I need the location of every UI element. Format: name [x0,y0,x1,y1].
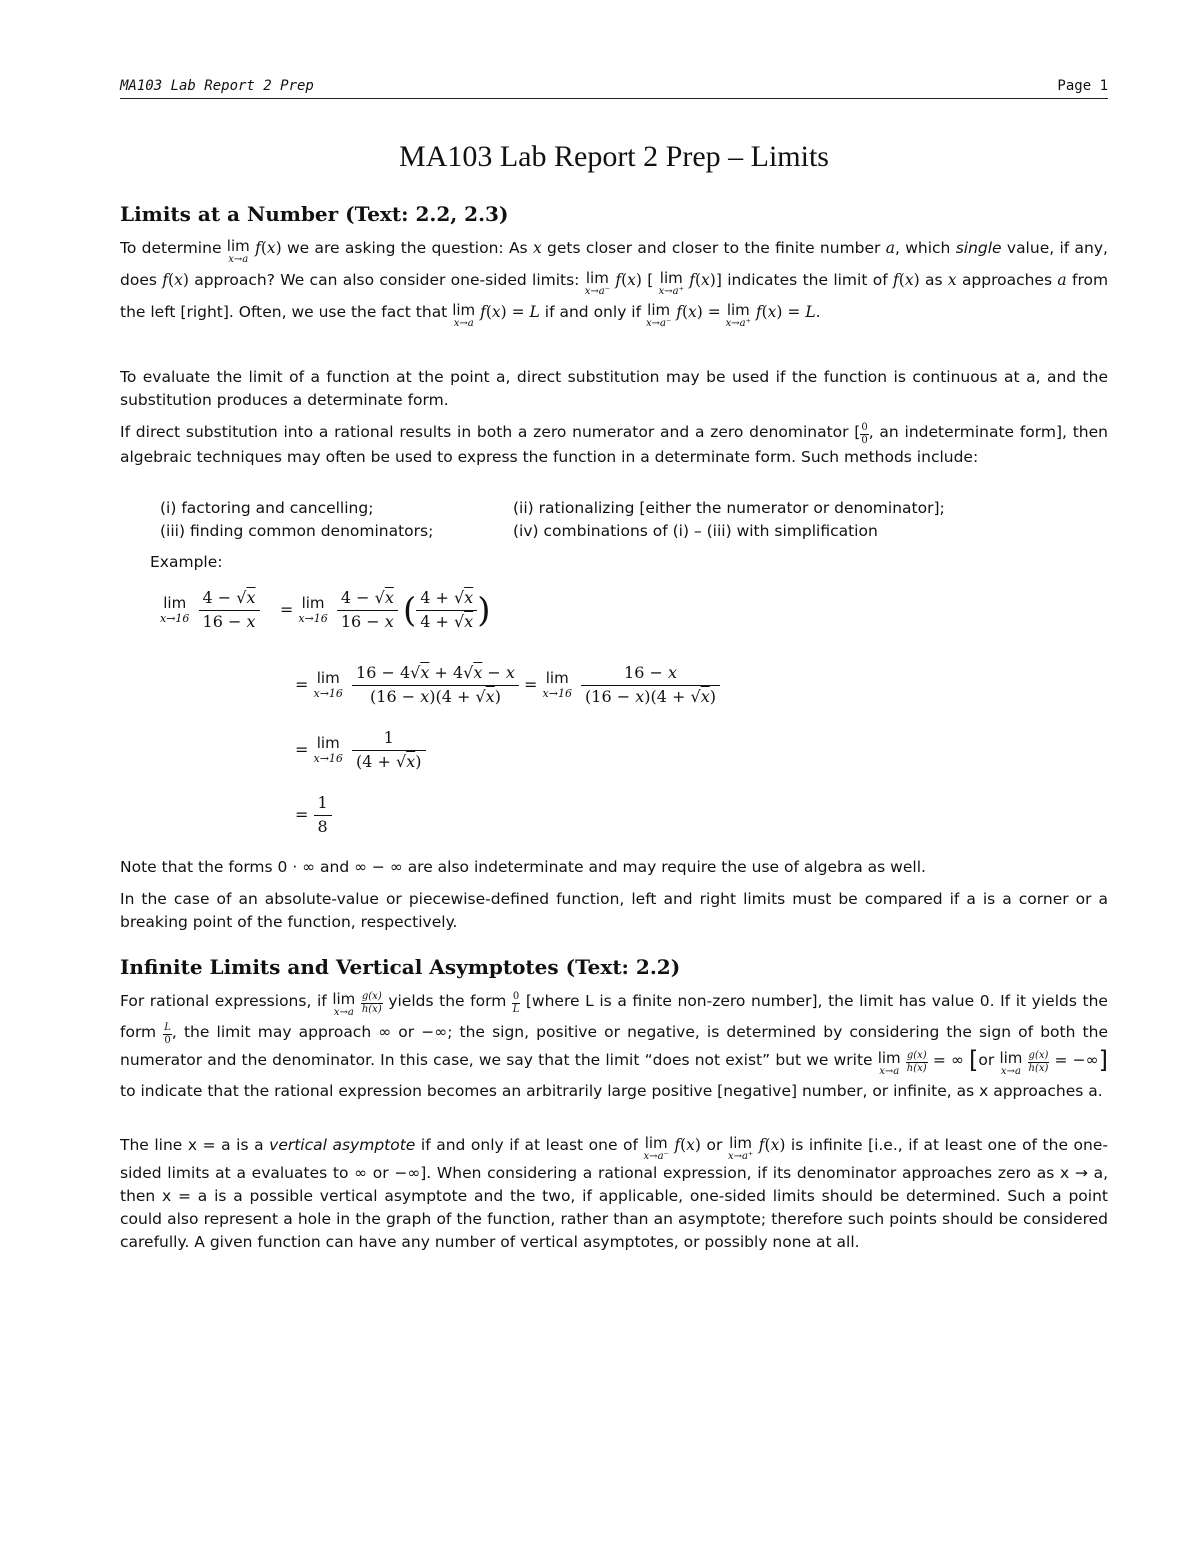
methods-list [160,497,1108,543]
paragraph-limit-definition: To determine lim x→a f(x) we are asking the question: As x gets closer and closer to the finite number a, which single value, if any, does f(x) approach? We can also consider one-sided limits: lim x→a⁻ f(x) [ lim x→a⁺ f(x)] indicates the limit of f(x) as x approaches a from the left [right]. Often, we use the fact that lim x→a f(x) = L if and only if lim x→a⁻ f(x) = lim x→a⁺ f(x) = L. [120,237,1109,329]
page-title: MA103 Lab Report 2 Prep – Limits [399,140,829,173]
header-left: MA103 Lab Report 2 Prep [120,78,314,94]
method-item: (i) factoring and cancelling; [160,499,374,517]
method-item: (iii) finding common denominators; [160,522,434,540]
paragraph-vertical-asymptote: The line x = a is a vertical asymptote if and only if at least one of lim x→a⁻ f(x) or lim x→a⁺ f(x) is infinite [i.e., if at least one of the one-sided limits at a evaluates to ∞ or −∞]. When considering a rational expression, if its denominator approaches zero as x → a, then x = a is a possible vertical asymptote and the two, if applicable, one-sided limits should be determined. Such a point could also represent a hole in the graph of the function, rather than an asymptote; therefore such points should be considered carefully. A given function can have any number of vertical asymptotes, or possibly none at all. [120,1134,1108,1251]
running-header [120,78,1108,99]
equation-line: = lim x→16 $\frac{16 - 4√x + 4√x - x}{(16 - x)(4 + √x)}$ = lim x→16 $\frac{16 - x}{(16 - x)(4 + √x)}$ [295,665,720,706]
page-number: Page 1 [1057,78,1108,94]
section-heading-limits: Limits at a Number (Text: 2.2, 2.3) [120,202,509,226]
equation-line: = $\frac{1}{8}$ [295,795,332,836]
paragraph-indeterminate: If direct substitution into a rational results in both a zero numerator and a zero denominator [ $\frac{0}{0}$ , an indeterminate form], then algebraic techniques may often be used to express the function in a determinate form. Such methods include: [120,422,1108,466]
paragraph-direct-substitution: To evaluate the limit of a function at the point a, direct substitution may be used if the function is continuous at a, and the substitution produces a determinate form. [120,368,1108,409]
example-label: Example: [150,553,223,571]
method-item: (iv) combinations of (i) – (iii) with simplification [513,522,878,540]
paragraph-piecewise: In the case of an absolute-value or piecewise-defined function, left and right limits must be compared if a is a corner or a breaking point of the function, respectively. [120,890,1108,931]
document-page [120,0,1108,1553]
section-heading-infinite-limits: Infinite Limits and Vertical Asymptotes (Text: 2.2) [120,955,681,979]
equation-line: = lim x→16 $\frac{1}{(4 + √x)}$ [295,730,426,771]
equation-line: lim x→16 $\frac{4 - √x}{16 - x}$ = lim x→16 $\frac{4 - √x}{16 - x}$ ( $\frac{4 + √x}{4 + √x}$ ) [160,588,491,631]
worked-example [160,590,860,850]
paragraph-infinite-limits: For rational expressions, if lim x→a $\frac{g(x)}{h(x)}$ yields the form $\frac{0}{L}$ [where L is a finite non-zero number], the limit has value 0. If it yields the form $\frac{L}{0}$ , the limit may approach ∞ or −∞; the sign, positive or negative, is determined by considering the sign of both the numerator and the denominator. In this case, we say that the limit “does not exist” but we write lim x→a $\frac{g(x)}{h(x)}$ = ∞ [or lim x→a $\frac{g(x)}{h(x)}$ = −∞] to indicate that the rational expression becomes an arbitrarily large positive [negative] number, or infinite, as x approaches a. [120,990,1108,1100]
method-item: (ii) rationalizing [either the numerator or denominator]; [513,499,945,517]
paragraph-other-forms: Note that the forms 0 · ∞ and ∞ − ∞ are also indeterminate and may require the use of algebra as well. [120,858,926,876]
